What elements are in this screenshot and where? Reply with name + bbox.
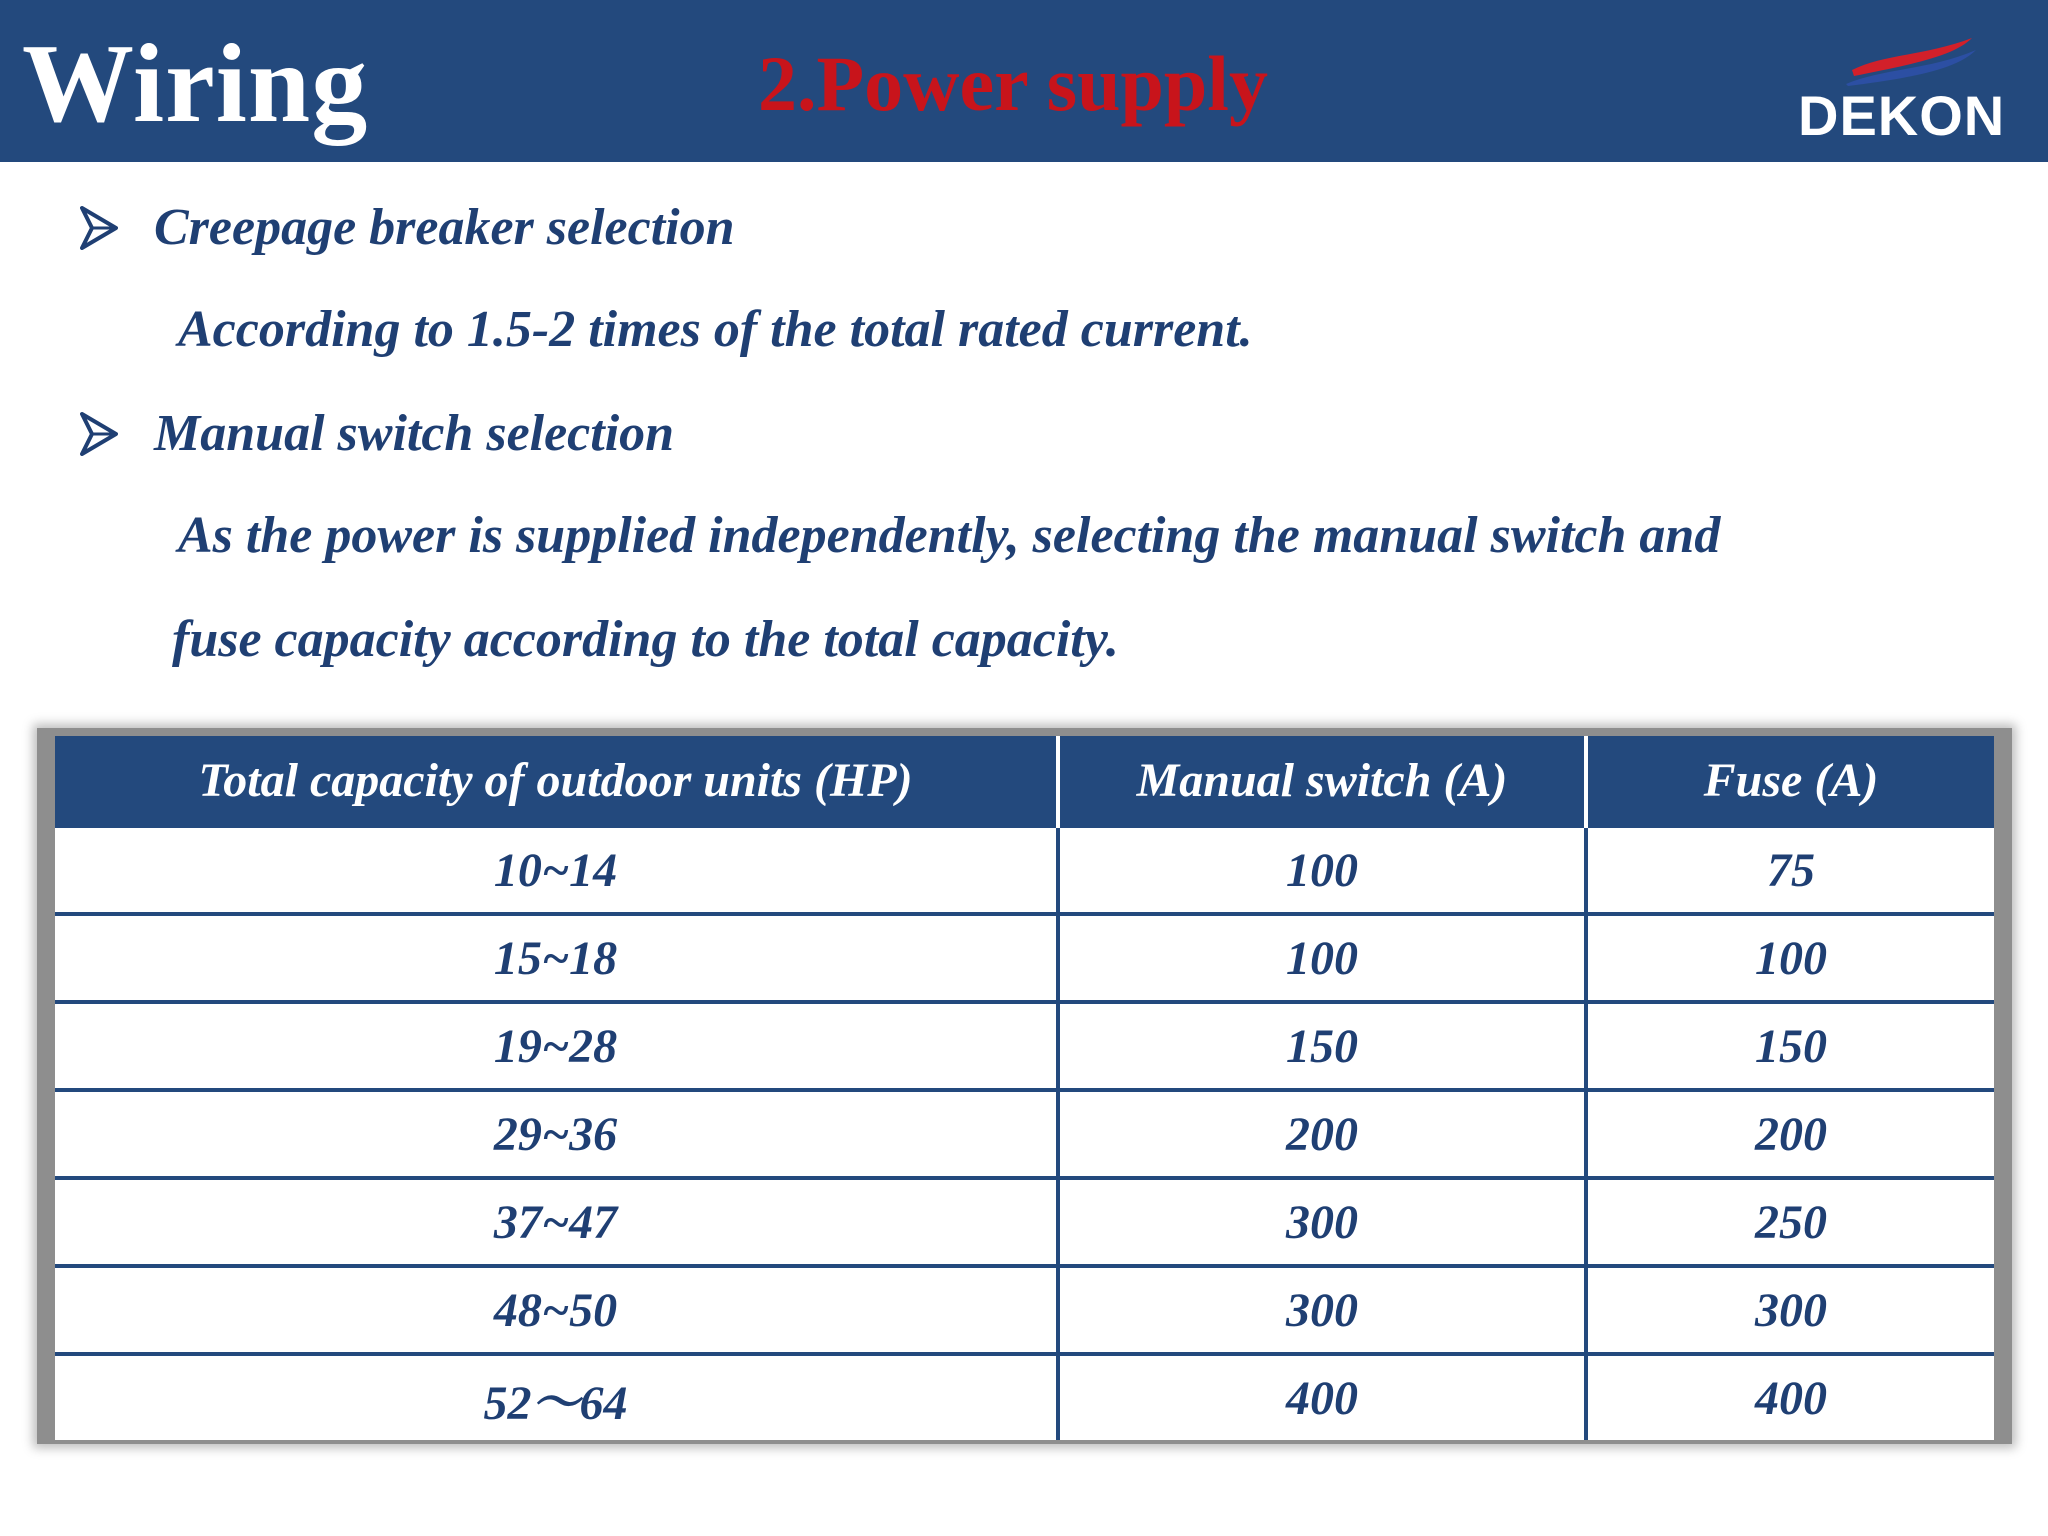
cell-manual-switch: 400	[1058, 1354, 1586, 1440]
table-row	[55, 1354, 1994, 1440]
cell-fuse: 250	[1586, 1178, 1994, 1266]
header-bar	[0, 0, 2048, 162]
column-header-fuse: Fuse (A)	[1586, 736, 1994, 826]
logo-text: DEKON	[1798, 84, 2006, 147]
column-header-manual-switch: Manual switch (A)	[1058, 736, 1586, 826]
cell-capacity: 52～64	[55, 1354, 1058, 1440]
cell-fuse: 100	[1586, 914, 1994, 1002]
table-row	[55, 1090, 1994, 1178]
arrowhead-bullet-icon	[80, 412, 118, 456]
bullet-text-creepage: According to 1.5-2 times of the total rated current.	[178, 301, 1253, 358]
bullet-heading-manual-switch: Manual switch selection	[154, 405, 675, 462]
bullet-text-manual-switch-line-1: As the power is supplied independently, selecting the manual switch and	[178, 507, 1721, 564]
table-row	[55, 1002, 1994, 1090]
cell-manual-switch: 300	[1058, 1178, 1586, 1266]
cell-manual-switch: 300	[1058, 1266, 1586, 1354]
cell-capacity: 37~47	[55, 1178, 1058, 1266]
cell-capacity: 48~50	[55, 1266, 1058, 1354]
dekon-swoosh-icon	[1844, 34, 1978, 86]
table-header-row	[55, 736, 1994, 826]
table-row	[55, 1266, 1994, 1354]
table-row	[55, 1178, 1994, 1266]
cell-capacity: 10~14	[55, 826, 1058, 914]
cell-fuse: 200	[1586, 1090, 1994, 1178]
cell-manual-switch: 150	[1058, 1002, 1586, 1090]
power-supply-table	[55, 736, 1994, 1440]
table-frame	[37, 728, 2012, 1444]
column-header-capacity: Total capacity of outdoor units (HP)	[55, 736, 1058, 826]
cell-manual-switch: 100	[1058, 826, 1586, 914]
cell-fuse: 150	[1586, 1002, 1994, 1090]
cell-capacity: 15~18	[55, 914, 1058, 1002]
bullet-text-manual-switch-line-2: fuse capacity according to the total capacity.	[172, 611, 1119, 668]
table-row	[55, 826, 1994, 914]
section-subtitle: 2.Power supply	[758, 40, 1268, 127]
cell-manual-switch: 200	[1058, 1090, 1586, 1178]
cell-fuse: 300	[1586, 1266, 1994, 1354]
table-row	[55, 914, 1994, 1002]
bullet-heading-creepage: Creepage breaker selection	[154, 199, 735, 256]
arrowhead-bullet-icon	[80, 206, 118, 250]
cell-capacity: 19~28	[55, 1002, 1058, 1090]
cell-fuse: 75	[1586, 826, 1994, 914]
cell-fuse: 400	[1586, 1354, 1994, 1440]
dekon-logo	[1796, 34, 2006, 147]
cell-manual-switch: 100	[1058, 914, 1586, 1002]
cell-capacity: 29~36	[55, 1090, 1058, 1178]
page-title: Wiring	[22, 22, 369, 146]
